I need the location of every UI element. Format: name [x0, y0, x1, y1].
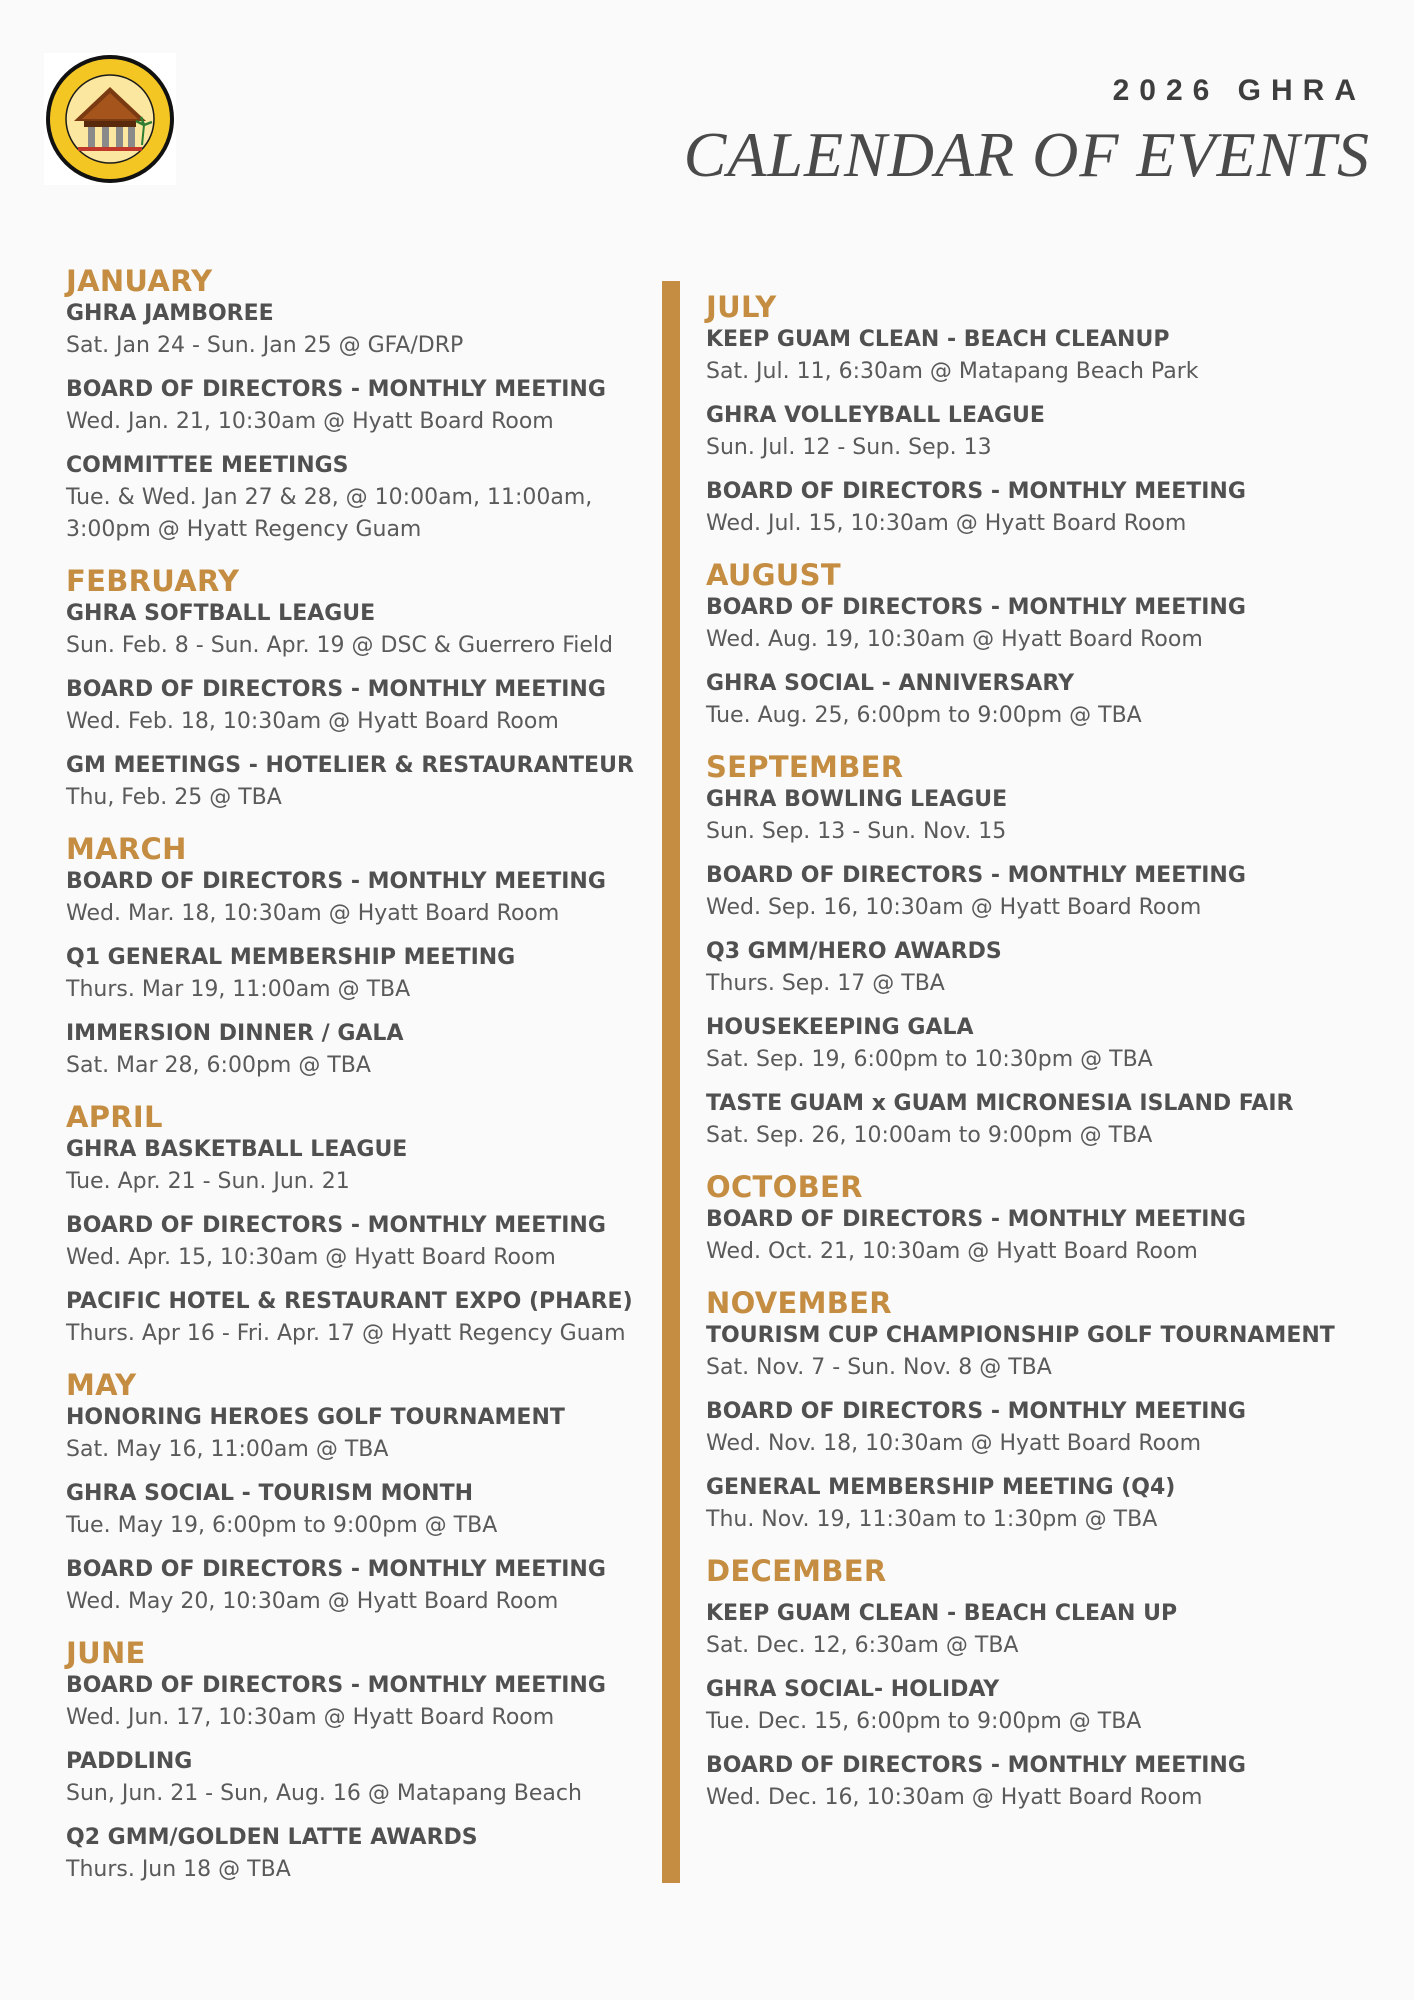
event-title: GHRA SOCIAL - TOURISM MONTH — [66, 1481, 473, 1506]
event-detail: Thurs. Apr 16 - Fri. Apr. 17 @ Hyatt Regency Guam — [66, 1321, 626, 1346]
event-title: BOARD OF DIRECTORS - MONTHLY MEETING — [66, 1213, 606, 1238]
event-detail: Wed. Aug. 19, 10:30am @ Hyatt Board Room — [706, 627, 1203, 652]
event-title: GHRA VOLLEYBALL LEAGUE — [706, 403, 1045, 428]
month-block-july — [706, 290, 1366, 540]
event-title: IMMERSION DINNER / GALA — [66, 1021, 404, 1046]
event-item — [706, 784, 1366, 848]
event-detail: Sun. Sep. 13 - Sun. Nov. 15 — [706, 819, 1007, 844]
month-heading: JANUARY — [66, 264, 213, 298]
month-heading: OCTOBER — [706, 1170, 863, 1204]
event-detail: Sun. Jul. 12 - Sun. Sep. 13 — [706, 435, 992, 460]
month-heading: DECEMBER — [706, 1554, 887, 1588]
event-title: GHRA SOCIAL - ANNIVERSARY — [706, 671, 1075, 696]
event-item — [66, 598, 696, 662]
event-title: PADDLING — [66, 1749, 193, 1774]
event-item — [706, 1396, 1366, 1460]
event-title: TASTE GUAM x GUAM MICRONESIA ISLAND FAIR — [706, 1091, 1294, 1116]
event-title: BOARD OF DIRECTORS - MONTHLY MEETING — [66, 1673, 606, 1698]
month-heading: NOVEMBER — [706, 1286, 892, 1320]
event-title: BOARD OF DIRECTORS - MONTHLY MEETING — [706, 479, 1246, 504]
event-title: GM MEETINGS - HOTELIER & RESTAURANTEUR — [66, 753, 634, 778]
event-detail: Thu. Nov. 19, 11:30am to 1:30pm @ TBA — [706, 1507, 1158, 1532]
event-title: PACIFIC HOTEL & RESTAURANT EXPO (PHARE) — [66, 1289, 633, 1314]
event-detail: Wed. Jan. 21, 10:30am @ Hyatt Board Room — [66, 409, 554, 434]
ghra-association-seal-icon — [44, 53, 176, 185]
event-title: BOARD OF DIRECTORS - MONTHLY MEETING — [706, 1207, 1246, 1232]
event-item — [706, 1204, 1366, 1268]
event-detail: Wed. Jun. 17, 10:30am @ Hyatt Board Room — [66, 1705, 555, 1730]
event-item — [706, 1472, 1366, 1536]
month-block-june — [66, 1636, 696, 1886]
right-column — [706, 290, 1366, 1832]
calendar-year-heading: 2026 GHRA — [1112, 74, 1366, 107]
event-item — [706, 668, 1366, 732]
event-title: GHRA BASKETBALL LEAGUE — [66, 1137, 408, 1162]
event-detail: Sat. Nov. 7 - Sun. Nov. 8 @ TBA — [706, 1355, 1052, 1380]
event-title: GHRA JAMBOREE — [66, 301, 274, 326]
event-detail: Sat. May 16, 11:00am @ TBA — [66, 1437, 389, 1462]
event-title: BOARD OF DIRECTORS - MONTHLY MEETING — [706, 1399, 1246, 1424]
event-item — [706, 400, 1366, 464]
event-title: Q2 GMM/GOLDEN LATTE AWARDS — [66, 1825, 478, 1850]
event-item — [66, 1746, 696, 1810]
event-item — [66, 1210, 696, 1274]
event-detail: Sun. Feb. 8 - Sun. Apr. 19 @ DSC & Guerrero Field — [66, 633, 614, 658]
event-detail: Wed. May 20, 10:30am @ Hyatt Board Room — [66, 1589, 559, 1614]
event-title: GENERAL MEMBERSHIP MEETING (Q4) — [706, 1475, 1176, 1500]
event-item — [66, 1670, 696, 1734]
event-title: GHRA BOWLING LEAGUE — [706, 787, 1008, 812]
event-detail: Wed. Sep. 16, 10:30am @ Hyatt Board Room — [706, 895, 1202, 920]
month-heading: JUNE — [66, 1636, 146, 1670]
page-title: CALENDAR OF EVENTS — [683, 119, 1370, 190]
month-heading: MARCH — [66, 832, 187, 866]
month-heading: JULY — [706, 290, 777, 324]
month-heading: FEBRUARY — [66, 564, 240, 598]
event-title: KEEP GUAM CLEAN - BEACH CLEAN UP — [706, 1601, 1178, 1626]
event-item — [66, 1478, 696, 1542]
event-title: GHRA SOFTBALL LEAGUE — [66, 601, 376, 626]
left-column — [66, 264, 696, 1904]
month-block-may — [66, 1368, 696, 1618]
event-detail: Wed. Jul. 15, 10:30am @ Hyatt Board Room — [706, 511, 1187, 536]
event-title: BOARD OF DIRECTORS - MONTHLY MEETING — [66, 377, 606, 402]
event-detail: Tue. May 19, 6:00pm to 9:00pm @ TBA — [66, 1513, 498, 1538]
event-item — [706, 1750, 1366, 1814]
event-title: Q3 GMM/HERO AWARDS — [706, 939, 1002, 964]
event-detail: Wed. Feb. 18, 10:30am @ Hyatt Board Room — [66, 709, 559, 734]
event-item — [66, 1134, 696, 1198]
event-title: GHRA SOCIAL- HOLIDAY — [706, 1677, 1000, 1702]
event-title: BOARD OF DIRECTORS - MONTHLY MEETING — [66, 1557, 606, 1582]
event-detail: Wed. Dec. 16, 10:30am @ Hyatt Board Room — [706, 1785, 1203, 1810]
month-block-october — [706, 1170, 1366, 1268]
event-detail: Thurs. Sep. 17 @ TBA — [706, 971, 945, 996]
month-heading: MAY — [66, 1368, 137, 1402]
event-detail: Sat. Dec. 12, 6:30am @ TBA — [706, 1633, 1019, 1658]
event-title: BOARD OF DIRECTORS - MONTHLY MEETING — [66, 869, 606, 894]
event-detail: Tue. & Wed. Jan 27 & 28, @ 10:00am, 11:00am, 3:00pm @ Hyatt Regency Guam — [66, 485, 593, 542]
event-title: BOARD OF DIRECTORS - MONTHLY MEETING — [706, 1753, 1246, 1778]
event-detail: Sat. Sep. 19, 6:00pm to 10:30pm @ TBA — [706, 1047, 1153, 1072]
month-block-september — [706, 750, 1366, 1152]
ghra-logo — [44, 53, 176, 185]
month-block-march — [66, 832, 696, 1082]
event-detail: Tue. Aug. 25, 6:00pm to 9:00pm @ TBA — [706, 703, 1142, 728]
event-item — [706, 1674, 1366, 1738]
event-item — [66, 450, 696, 546]
event-item — [706, 1088, 1366, 1152]
event-detail: Thurs. Jun 18 @ TBA — [66, 1857, 291, 1882]
event-detail: Sat. Jan 24 - Sun. Jan 25 @ GFA/DRP — [66, 333, 464, 358]
month-block-august — [706, 558, 1366, 732]
event-title: BOARD OF DIRECTORS - MONTHLY MEETING — [706, 595, 1246, 620]
spacer — [706, 1588, 1366, 1598]
event-detail: Thu, Feb. 25 @ TBA — [66, 785, 282, 810]
event-item — [66, 1018, 696, 1082]
event-title: HONORING HEROES GOLF TOURNAMENT — [66, 1405, 565, 1430]
event-detail: Wed. Mar. 18, 10:30am @ Hyatt Board Room — [66, 901, 560, 926]
event-title: HOUSEKEEPING GALA — [706, 1015, 974, 1040]
event-item — [66, 1286, 696, 1350]
event-item — [706, 1598, 1366, 1662]
event-detail: Wed. Oct. 21, 10:30am @ Hyatt Board Room — [706, 1239, 1198, 1264]
month-block-november — [706, 1286, 1366, 1536]
month-heading: SEPTEMBER — [706, 750, 904, 784]
event-item — [706, 1320, 1366, 1384]
event-detail: Thurs. Mar 19, 11:00am @ TBA — [66, 977, 411, 1002]
month-block-january — [66, 264, 696, 546]
event-detail: Tue. Dec. 15, 6:00pm to 9:00pm @ TBA — [706, 1709, 1142, 1734]
event-item — [706, 476, 1366, 540]
event-item — [66, 674, 696, 738]
event-item — [66, 942, 696, 1006]
event-item — [66, 298, 696, 362]
event-item — [66, 1402, 696, 1466]
event-detail: Tue. Apr. 21 - Sun. Jun. 21 — [66, 1169, 350, 1194]
month-block-april — [66, 1100, 696, 1350]
event-item — [66, 866, 696, 930]
event-title: KEEP GUAM CLEAN - BEACH CLEANUP — [706, 327, 1170, 352]
event-item — [66, 750, 696, 814]
event-detail: Sun, Jun. 21 - Sun, Aug. 16 @ Matapang Beach — [66, 1781, 582, 1806]
event-item — [706, 592, 1366, 656]
event-title: BOARD OF DIRECTORS - MONTHLY MEETING — [706, 863, 1246, 888]
event-detail: Sat. Jul. 11, 6:30am @ Matapang Beach Park — [706, 359, 1199, 384]
event-detail: Wed. Nov. 18, 10:30am @ Hyatt Board Room — [706, 1431, 1202, 1456]
month-block-december — [706, 1554, 1366, 1814]
event-item — [706, 936, 1366, 1000]
event-item — [66, 1554, 696, 1618]
event-detail: Sat. Mar 28, 6:00pm @ TBA — [66, 1053, 371, 1078]
event-item — [66, 374, 696, 438]
event-item — [706, 860, 1366, 924]
event-item — [706, 1012, 1366, 1076]
month-heading: APRIL — [66, 1100, 163, 1134]
event-item — [66, 1822, 696, 1886]
month-block-february — [66, 564, 696, 814]
event-detail: Wed. Apr. 15, 10:30am @ Hyatt Board Room — [66, 1245, 556, 1270]
event-title: Q1 GENERAL MEMBERSHIP MEETING — [66, 945, 516, 970]
event-title: TOURISM CUP CHAMPIONSHIP GOLF TOURNAMENT — [706, 1323, 1335, 1348]
event-title: BOARD OF DIRECTORS - MONTHLY MEETING — [66, 677, 606, 702]
event-title: COMMITTEE MEETINGS — [66, 453, 349, 478]
event-detail: Sat. Sep. 26, 10:00am to 9:00pm @ TBA — [706, 1123, 1153, 1148]
month-heading: AUGUST — [706, 558, 841, 592]
event-item — [706, 324, 1366, 388]
